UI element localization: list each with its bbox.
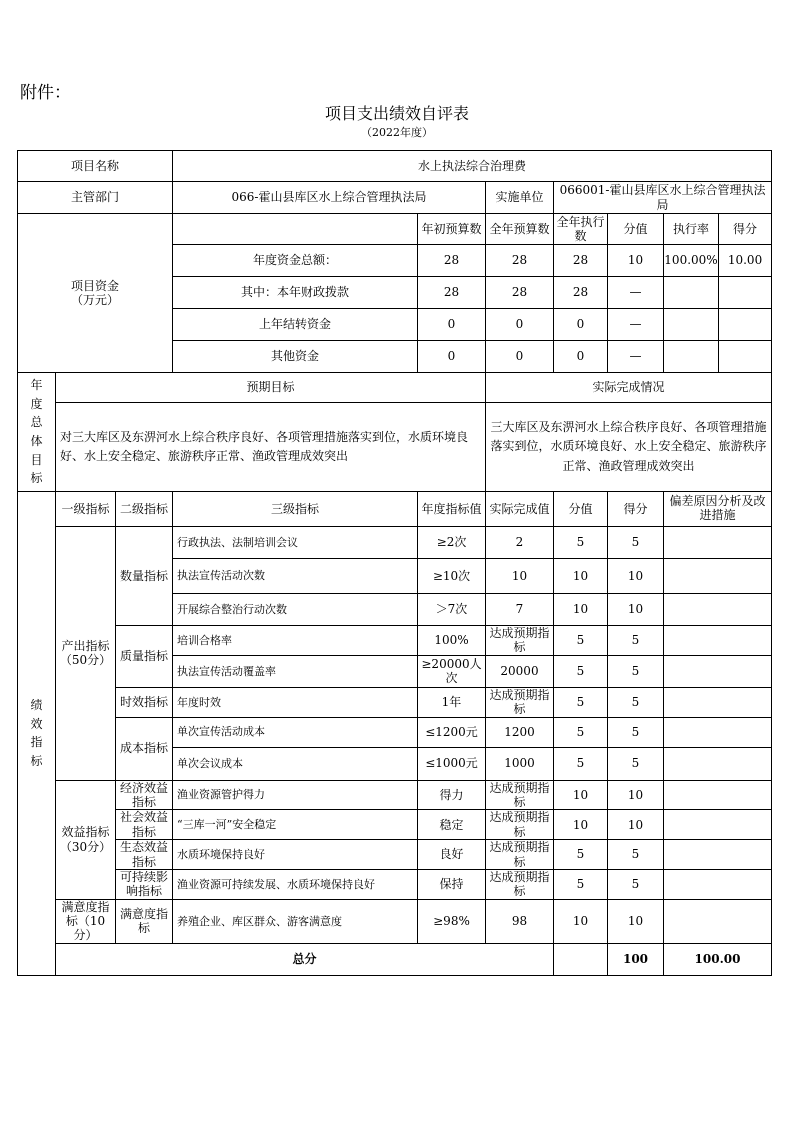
funds-header-cell	[664, 214, 772, 245]
funds-cell: —	[608, 309, 664, 341]
output-score: （50分）	[59, 653, 112, 668]
goals-side-char: 目	[30, 452, 43, 467]
funds-row-label: 上年结转资金	[173, 309, 418, 341]
indicator-header-cell: 年度指标值	[418, 492, 486, 527]
indicator-score: 10	[554, 780, 608, 810]
sustainable-indicator-label: 可持续影响指标	[116, 869, 173, 899]
indicator-deviation	[664, 780, 772, 810]
indicator-row	[18, 780, 772, 810]
indicator-name: 培训合格率	[173, 626, 418, 656]
indicator-actual: 达成预期指标	[486, 687, 554, 717]
funds-row-label: 其他资金	[173, 341, 418, 373]
indicator-row	[18, 527, 772, 559]
cost-indicator-label: 成本指标	[116, 717, 173, 780]
indicator-got: 10	[608, 780, 664, 810]
department-value: 066-霍山县库区水上综合管理执法局	[173, 182, 486, 214]
funds-row-label: 其中：本年财政拨款	[173, 277, 418, 309]
goals-side-label	[18, 373, 56, 492]
indicator-row	[18, 840, 772, 870]
indicator-got: 5	[608, 747, 664, 780]
indicator-got: 5	[608, 687, 664, 717]
indicator-target: ≤1000元	[418, 747, 486, 780]
funds-cell	[664, 245, 772, 277]
indicator-actual: 98	[486, 899, 554, 943]
indicator-name: 养殖企业、库区群众、游客满意度	[173, 899, 418, 943]
funds-cell: 0	[486, 341, 554, 373]
indicators-side-label	[18, 492, 56, 976]
funds-cell: 28	[418, 245, 486, 277]
benefit-label: 效益指标	[61, 825, 110, 840]
indicator-header-cell: 偏差原因分析及改进措施	[664, 492, 772, 527]
indicator-score: 10	[554, 559, 608, 594]
indicator-deviation	[664, 687, 772, 717]
indicator-actual: 2	[486, 527, 554, 559]
indicator-deviation	[664, 869, 772, 899]
funds-header-cell: 分值	[608, 214, 664, 245]
indicator-name: 执法宣传活动覆盖率	[173, 655, 418, 687]
funds-cell: 28	[554, 277, 608, 309]
indicator-name: 水质环境保持良好	[173, 840, 418, 870]
funds-rate	[664, 341, 719, 372]
indicator-target: 得力	[418, 780, 486, 810]
indicator-header-cell: 实际完成值	[486, 492, 554, 527]
indicator-deviation	[664, 655, 772, 687]
funds-cell: 28	[554, 245, 608, 277]
goals-side-char: 标	[30, 471, 43, 486]
expected-goals-header: 预期目标	[56, 373, 486, 403]
indicator-actual: 达成预期指标	[486, 810, 554, 840]
indicator-row	[18, 899, 772, 943]
satisfaction-l2-label: 满意度指标	[116, 899, 173, 943]
indicator-actual: 达成预期指标	[486, 780, 554, 810]
indicator-name: “三库一河”安全稳定	[173, 810, 418, 840]
indicator-name: 开展综合整治行动次数	[173, 594, 418, 626]
funds-score	[719, 277, 771, 308]
indicator-score: 10	[554, 810, 608, 840]
indicator-target: 100%	[418, 626, 486, 656]
actual-completion-header: 实际完成情况	[486, 373, 772, 403]
indicator-deviation	[664, 747, 772, 780]
funds-cell: 0	[418, 341, 486, 373]
indicator-got: 5	[608, 840, 664, 870]
indicator-target: ＞7次	[418, 594, 486, 626]
benefit-indicator-label	[56, 780, 116, 899]
evaluation-table	[17, 150, 772, 976]
indicator-actual: 达成预期指标	[486, 626, 554, 656]
project-name-row	[18, 151, 772, 182]
total-got: 100.00	[664, 943, 772, 975]
indicator-actual: 1200	[486, 717, 554, 747]
funds-rate	[664, 277, 719, 308]
indicator-got: 5	[608, 527, 664, 559]
attachment-label: 附件：	[20, 83, 71, 103]
indicator-name: 执法宣传活动次数	[173, 559, 418, 594]
page-title: 项目支出绩效自评表	[324, 104, 469, 123]
indicator-name: 渔业资源管护得力	[173, 780, 418, 810]
goals-side-char: 度	[30, 396, 43, 411]
indicators-side-char: 指	[30, 735, 43, 750]
indicator-actual: 10	[486, 559, 554, 594]
indicator-target: ≥20000人次	[418, 655, 486, 687]
funds-cell: 0	[418, 309, 486, 341]
economic-indicator-label: 经济效益指标	[116, 780, 173, 810]
total-score: 100	[608, 943, 664, 975]
goals-header-row	[18, 373, 772, 403]
indicator-target: 稳定	[418, 810, 486, 840]
funds-label	[18, 214, 173, 373]
indicator-score: 5	[554, 717, 608, 747]
indicator-score: 10	[554, 899, 608, 943]
goals-side-char: 体	[30, 434, 43, 448]
indicators-header-row	[18, 492, 772, 527]
funds-score	[719, 309, 771, 340]
satisfaction-indicator-label: 满意度指标（10分）	[56, 899, 116, 943]
indicator-score: 5	[554, 626, 608, 656]
output-indicator-label	[56, 527, 116, 781]
goals-content-row	[18, 403, 772, 492]
indicator-got: 10	[608, 899, 664, 943]
indicator-deviation	[664, 626, 772, 656]
indicator-row	[18, 869, 772, 899]
benefit-score: （30分）	[59, 839, 112, 854]
indicator-name: 年度时效	[173, 687, 418, 717]
funds-header-rate: 执行率	[664, 214, 719, 244]
indicator-got: 5	[608, 626, 664, 656]
indicator-target: ≥10次	[418, 559, 486, 594]
indicator-score: 5	[554, 747, 608, 780]
total-blank	[554, 943, 608, 975]
project-name-label: 项目名称	[18, 151, 173, 182]
funds-cell	[664, 277, 772, 309]
funds-cell: 0	[486, 309, 554, 341]
indicator-deviation	[664, 527, 772, 559]
funds-cell: 0	[554, 341, 608, 373]
funds-header-cell: 全年预算数	[486, 214, 554, 245]
indicator-header-cell: 三级指标	[173, 492, 418, 527]
indicator-header-cell: 二级指标	[116, 492, 173, 527]
indicator-row	[18, 626, 772, 656]
funds-cell: —	[608, 341, 664, 373]
indicator-row	[18, 717, 772, 747]
impl-unit-label: 实施单位	[486, 182, 554, 214]
indicator-name: 单次会议成本	[173, 747, 418, 780]
year-subtitle: （2022年度）	[361, 126, 433, 139]
goals-side-char: 总	[30, 415, 43, 430]
total-row	[18, 943, 772, 975]
funds-rate	[664, 309, 719, 340]
funds-cell: 10	[608, 245, 664, 277]
indicator-score: 5	[554, 869, 608, 899]
indicator-score: 5	[554, 527, 608, 559]
funds-label-line1: 项目资金	[70, 278, 119, 293]
indicator-name: 行政执法、法制培训会议	[173, 527, 418, 559]
indicator-got: 5	[608, 655, 664, 687]
indicator-target: ≥2次	[418, 527, 486, 559]
indicator-row	[18, 810, 772, 840]
funds-header-cell: 全年执行数	[554, 214, 608, 245]
quality-indicator-label: 质量指标	[116, 626, 173, 688]
funds-cell: 28	[418, 277, 486, 309]
indicator-got: 5	[608, 869, 664, 899]
funds-score	[719, 341, 771, 372]
indicator-name: 渔业资源可持续发展、水质环境保持良好	[173, 869, 418, 899]
funds-score: 10.00	[727, 253, 763, 267]
funds-label-unit: （万元）	[70, 293, 119, 307]
indicator-got: 10	[608, 559, 664, 594]
indicator-score: 10	[554, 594, 608, 626]
funds-cell: 28	[486, 245, 554, 277]
funds-cell	[664, 341, 772, 373]
indicator-got: 5	[608, 717, 664, 747]
funds-cell	[664, 309, 772, 341]
indicator-deviation	[664, 594, 772, 626]
funds-header-row	[18, 214, 772, 245]
funds-row-label: 年度资金总额：	[173, 245, 418, 277]
indicator-score: 5	[554, 840, 608, 870]
timeliness-indicator-label: 时效指标	[116, 687, 173, 717]
indicator-target: 保持	[418, 869, 486, 899]
indicator-deviation	[664, 810, 772, 840]
indicator-target: ≤1200元	[418, 717, 486, 747]
indicator-actual: 1000	[486, 747, 554, 780]
indicator-actual: 达成预期指标	[486, 840, 554, 870]
funds-cell: —	[608, 277, 664, 309]
indicator-row	[18, 687, 772, 717]
indicators-side-char: 绩	[30, 698, 43, 713]
funds-header-cell: 年初预算数	[418, 214, 486, 245]
output-label: 产出指标	[61, 638, 110, 653]
indicator-got: 10	[608, 594, 664, 626]
indicator-header-cell: 得分	[608, 492, 664, 527]
actual-completion-text: 三大库区及东淠河水上综合秩序良好、各项管理措施落实到位，水质环境良好、水上安全稳定、旅游秩序正常、渔政管理成效突出	[486, 403, 772, 492]
expected-goals-text: 对三大库区及东淠河水上综合秩序良好、各项管理措施落实到位，水质环境良好、水上安全稳定、旅游秩序正常、渔政管理成效突出	[56, 403, 486, 492]
department-label: 主管部门	[18, 182, 173, 214]
indicator-deviation	[664, 717, 772, 747]
funds-header-score: 得分	[733, 222, 758, 236]
goals-side-char: 年	[30, 378, 43, 393]
indicator-name: 单次宣传活动成本	[173, 717, 418, 747]
funds-cell: 0	[554, 309, 608, 341]
indicator-actual: 7	[486, 594, 554, 626]
indicator-target: 1年	[418, 687, 486, 717]
indicator-deviation	[664, 840, 772, 870]
indicator-deviation	[664, 559, 772, 594]
indicator-actual: 达成预期指标	[486, 869, 554, 899]
indicators-side-char: 效	[30, 716, 43, 731]
funds-cell: 28	[486, 277, 554, 309]
impl-unit-value: 066001-霍山县库区水上综合管理执法局	[554, 182, 772, 214]
quantity-indicator-label: 数量指标	[116, 527, 173, 626]
indicator-actual: 20000	[486, 655, 554, 687]
social-indicator-label: 社会效益指标	[116, 810, 173, 840]
indicator-got: 10	[608, 810, 664, 840]
department-row	[18, 182, 772, 214]
indicator-target: ≥98%	[418, 899, 486, 943]
indicator-target: 良好	[418, 840, 486, 870]
indicator-score: 5	[554, 655, 608, 687]
indicator-header-cell: 一级指标	[56, 492, 116, 527]
indicator-header-cell: 分值	[554, 492, 608, 527]
project-name-value: 水上执法综合治理费	[173, 151, 772, 182]
indicator-deviation	[664, 899, 772, 943]
funds-header-blank	[173, 214, 418, 245]
funds-rate: 100.00%	[664, 245, 719, 276]
indicators-side-char: 标	[30, 754, 43, 769]
total-label: 总分	[56, 943, 554, 975]
ecological-indicator-label: 生态效益指标	[116, 840, 173, 870]
indicator-score: 5	[554, 687, 608, 717]
